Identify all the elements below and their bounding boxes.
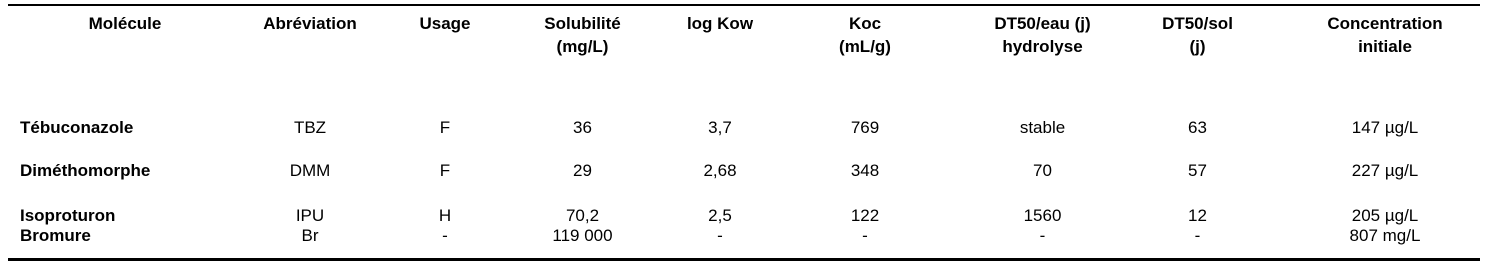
row-log-kow: 3,7 — [708, 118, 732, 137]
row-dt50-soil: 12 — [1188, 206, 1207, 225]
row-dt50-water: stable — [1019, 118, 1066, 137]
row-koc: - — [862, 226, 868, 245]
row-abbreviation: TBZ — [293, 118, 327, 137]
row-koc: 348 — [850, 161, 880, 180]
row-abbreviation: DMM — [289, 161, 331, 180]
table-top-rule — [8, 4, 1480, 6]
row-dt50-water: - — [1039, 226, 1046, 245]
row-solubility: 36 — [573, 118, 592, 137]
row-initial-concentration: 147 µg/L — [1351, 118, 1419, 137]
row-dt50-soil: - — [1194, 226, 1201, 245]
row-usage: F — [439, 118, 451, 137]
row-dt50-soil: 63 — [1188, 118, 1207, 137]
header-molecule: Molécule — [88, 14, 162, 33]
row-log-kow: - — [717, 226, 723, 245]
row-usage: - — [442, 226, 448, 245]
row-molecule-name: Bromure — [20, 226, 91, 245]
row-koc: 769 — [850, 118, 880, 137]
row-initial-concentration: 807 mg/L — [1349, 226, 1421, 245]
header-dt50-water: DT50/eau (j) hydrolyse — [994, 14, 1091, 56]
row-molecule-name: Diméthomorphe — [20, 161, 151, 180]
header-abbreviation: Abréviation — [263, 14, 357, 33]
row-dt50-water: 1560 — [1023, 206, 1062, 225]
row-initial-concentration: 227 µg/L — [1351, 161, 1419, 180]
row-usage: F — [439, 161, 451, 180]
row-dt50-soil: 57 — [1188, 161, 1207, 180]
row-solubility: 29 — [573, 161, 592, 180]
header-dt50-soil: DT50/sol (j) — [1162, 14, 1233, 56]
row-molecule-name: Isoproturon — [20, 206, 116, 225]
row-initial-concentration: 205 µg/L — [1351, 206, 1419, 225]
header-initial-concentration: Concentration initiale — [1327, 14, 1443, 56]
row-log-kow: 2,5 — [708, 206, 732, 225]
row-solubility: 70,2 — [565, 206, 600, 225]
row-dt50-water: 70 — [1033, 161, 1052, 180]
header-log-kow: log Kow — [686, 14, 754, 33]
row-koc: 122 — [850, 206, 880, 225]
row-abbreviation: Br — [301, 226, 319, 245]
row-solubility: 119 000 — [552, 226, 613, 245]
header-usage: Usage — [419, 14, 471, 33]
header-koc: Koc (mL/g) — [839, 14, 891, 56]
header-solubility: Solubilité (mg/L) — [544, 14, 621, 56]
row-usage: H — [438, 206, 452, 225]
row-molecule-name: Tébuconazole — [20, 118, 134, 137]
row-abbreviation: IPU — [295, 206, 325, 225]
table-bottom-rule — [8, 258, 1480, 261]
row-log-kow: 2,68 — [703, 161, 737, 180]
